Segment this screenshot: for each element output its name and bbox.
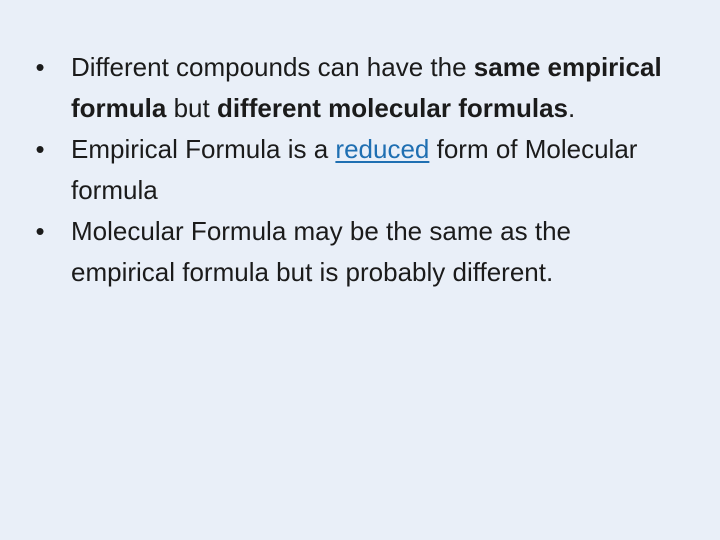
bullet-2-text-part-1: Empirical Formula is a: [71, 134, 336, 164]
bullet-dot-icon: •: [35, 52, 45, 82]
bullet-1-bold-phrase-1: same empirical formula: [71, 52, 662, 123]
bullet-list: [30, 47, 670, 293]
bullet-1-bold-phrase-2: different molecular formulas: [216, 93, 569, 123]
bullet-item-1: [30, 47, 670, 129]
bullet-dot-icon: •: [35, 216, 45, 246]
bullet-2-text-part-2: form of Molecular formula: [71, 134, 638, 205]
bullet-item-2: [30, 129, 670, 211]
bullet-1-text-part-3: .: [568, 93, 576, 123]
bullet-dot-icon: •: [35, 134, 45, 164]
bullet-item-3: [30, 211, 670, 293]
bullet-1-text-part-2: but: [166, 93, 217, 123]
reduced-link[interactable]: reduced: [335, 134, 430, 164]
bullet-1-text-part-1: Different compounds can have the: [71, 52, 474, 82]
bullet-3-text: Molecular Formula may be the same as the empirical formula but is probably different.: [71, 216, 571, 287]
